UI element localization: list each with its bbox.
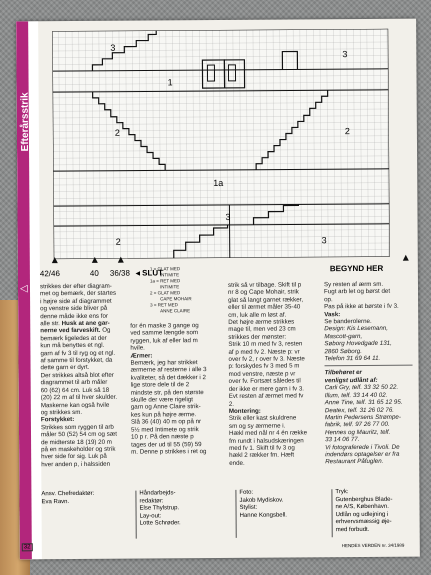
chart-number: 3 — [110, 42, 116, 53]
divider — [325, 365, 413, 367]
page-number: 32 — [22, 543, 33, 551]
size-marker — [118, 257, 124, 263]
credits — [41, 489, 413, 548]
column-3: strik så vr tilbage. Skift til p nr 8 og Cape Mohair, strik glat så langt garnet rækker, eller til ærmet måler 35-40 cm, luk alle m løst af. Det højre ærme strikkes mage til, men ved 23 cm strikkes der mønster: Strik 10 m med fv 3, resten af p med fv 2. Næste p: vr over fv 2, r over fv 3. Næste p: forskydes fv 3 med 5 m mod venstre, næste p vr over fv. Fortsæt således til der ikke er mere garn i fv 3. Evt resten af ærmet med fv 2. Montering: Strik eller kast skuldrene sm og sy ærmerne i. Hækl med nål nr 4 én række fm rundt i halsudskæringen med fv 1. Skift til fv 3 og hækl 2 rækker fm. Hæft ende. — [227, 281, 308, 467]
chart-number: 1a — [213, 177, 224, 189]
chart-number: 2 — [115, 236, 121, 247]
credit-photo: Foto: Jakob Mydiskov. Stylist: Hanne Kongsbell. — [239, 489, 287, 519]
column-2: for én maske 3 gange og ved samme længde som ryggen, luk af eller lad m hvile. Ærmer: Bemærk, jeg har strikket ærmerne af resterne i alle 3 kvaliteter, så det dækker i 2 lige store dele til de 2 mindste str, på den største skulle der være rigeligt garn og Anne Claire strik- kes kun på højre ærme. Slå 36 (40) 40 m op på nr 5½ med Intimete og strik 10 p r. På den næste p tages der ud til 55 (59) 59 m. Denne p strikkes i ret og — [130, 322, 207, 456]
credit-editor: Ansv. Chefredaktør: Eva Ravn. — [41, 490, 95, 505]
chart-number: 3 — [321, 235, 327, 246]
size-labels — [38, 261, 408, 282]
chart-number: 3 — [342, 49, 348, 60]
credit-handcraft: Håndarbejds- redaktør: Else Thylstrup. Lay-out: Lotte Schrøder. — [139, 490, 181, 527]
sidebar — [16, 21, 42, 559]
size-marker — [92, 257, 98, 263]
chart-legend: 1 = GLAT MED INTIMITE 1a = RET MED INTIMITE 2 = GLAT MED CAPE MOHAIR 3 = RET MED ANNE CLAIRE — [149, 266, 192, 314]
chart-number: 2 — [344, 126, 350, 137]
start-label: BEGYND HER — [329, 263, 384, 274]
credit-print: Tryk: Gutenberghus Blade- ne A/S, København. Udlån og udlejning i erhvervsmæssig øje- med forbudt. — [335, 489, 393, 533]
issue-label: HENDES VERDEN nr. 34/1989 — [341, 542, 405, 549]
size-label: 36/38 — [109, 268, 130, 278]
chart-number: 3 — [225, 211, 231, 222]
column-1: strikkes der efter diagram- met og bemærk, der startes i højre side af diagrammet og venstre side bliver på denne måde ikke ens for alle str. Husk at ane gar- nerne ved farveskift. Og bemærk ligeledes at der kun må benyttes et ngl. garn af fv 3 til ryg og et ngl. af samme til forstykket, da dette garn er dyrt. Der strikkes altså blot efter diagrammet til arb måler 60 (62) 64 cm. Luk så 18 (20) 22 m af til hver skulder. Maskerne kan også hvile og strikkes sm. Forstykket: Strikkes som ryggen til arb måler 50 (52) 54 cm og sæt de midterste 18 (19) 20 m på en maskeholder og strik hver side for sig. Luk på hver anden p, i halssiden — [39, 282, 118, 468]
start-marker — [403, 255, 409, 261]
size-label: 42/46 — [39, 269, 60, 279]
section-label: Efterårsstrik — [19, 92, 32, 152]
magazine-page — [16, 19, 420, 560]
size-label: 40 — [89, 268, 99, 278]
size-marker — [52, 257, 58, 263]
slut-label: ◂ SLUT — [135, 268, 164, 278]
chart-number: 2 — [114, 127, 120, 138]
knitting-chart — [52, 29, 390, 259]
chart-number: 1 — [167, 77, 173, 88]
column-4: Sy resten af ærm sm. Fugt arb let og børst det op. Pas på ikke at børste i fv 3. Vask: Se banderolerne. Design: Kis Lesemann, Mascott-garn, Søborg Hovedgade 131, 2860 Søborg. Telefon 31 69 64 11. Tilbehøret er venligst udlånt af: Carli Gry, telf. 33 32 50 22. Illum, telf. 33 14 40 02. Anne Tine, telf. 31 65 12 95. Deatex, telf. 31 26 02 76. Martin Pedersens Strømpe- fabrik, telf. 97 26 77 00. Hennes og Mauritz, telf. 33 14 06 77. Vi fotograferede i Tivoli. De indendørs optagelser er fra Restaurant Påfuglen. — [324, 281, 413, 466]
left-arrow-icon: ◁ — [19, 283, 28, 295]
